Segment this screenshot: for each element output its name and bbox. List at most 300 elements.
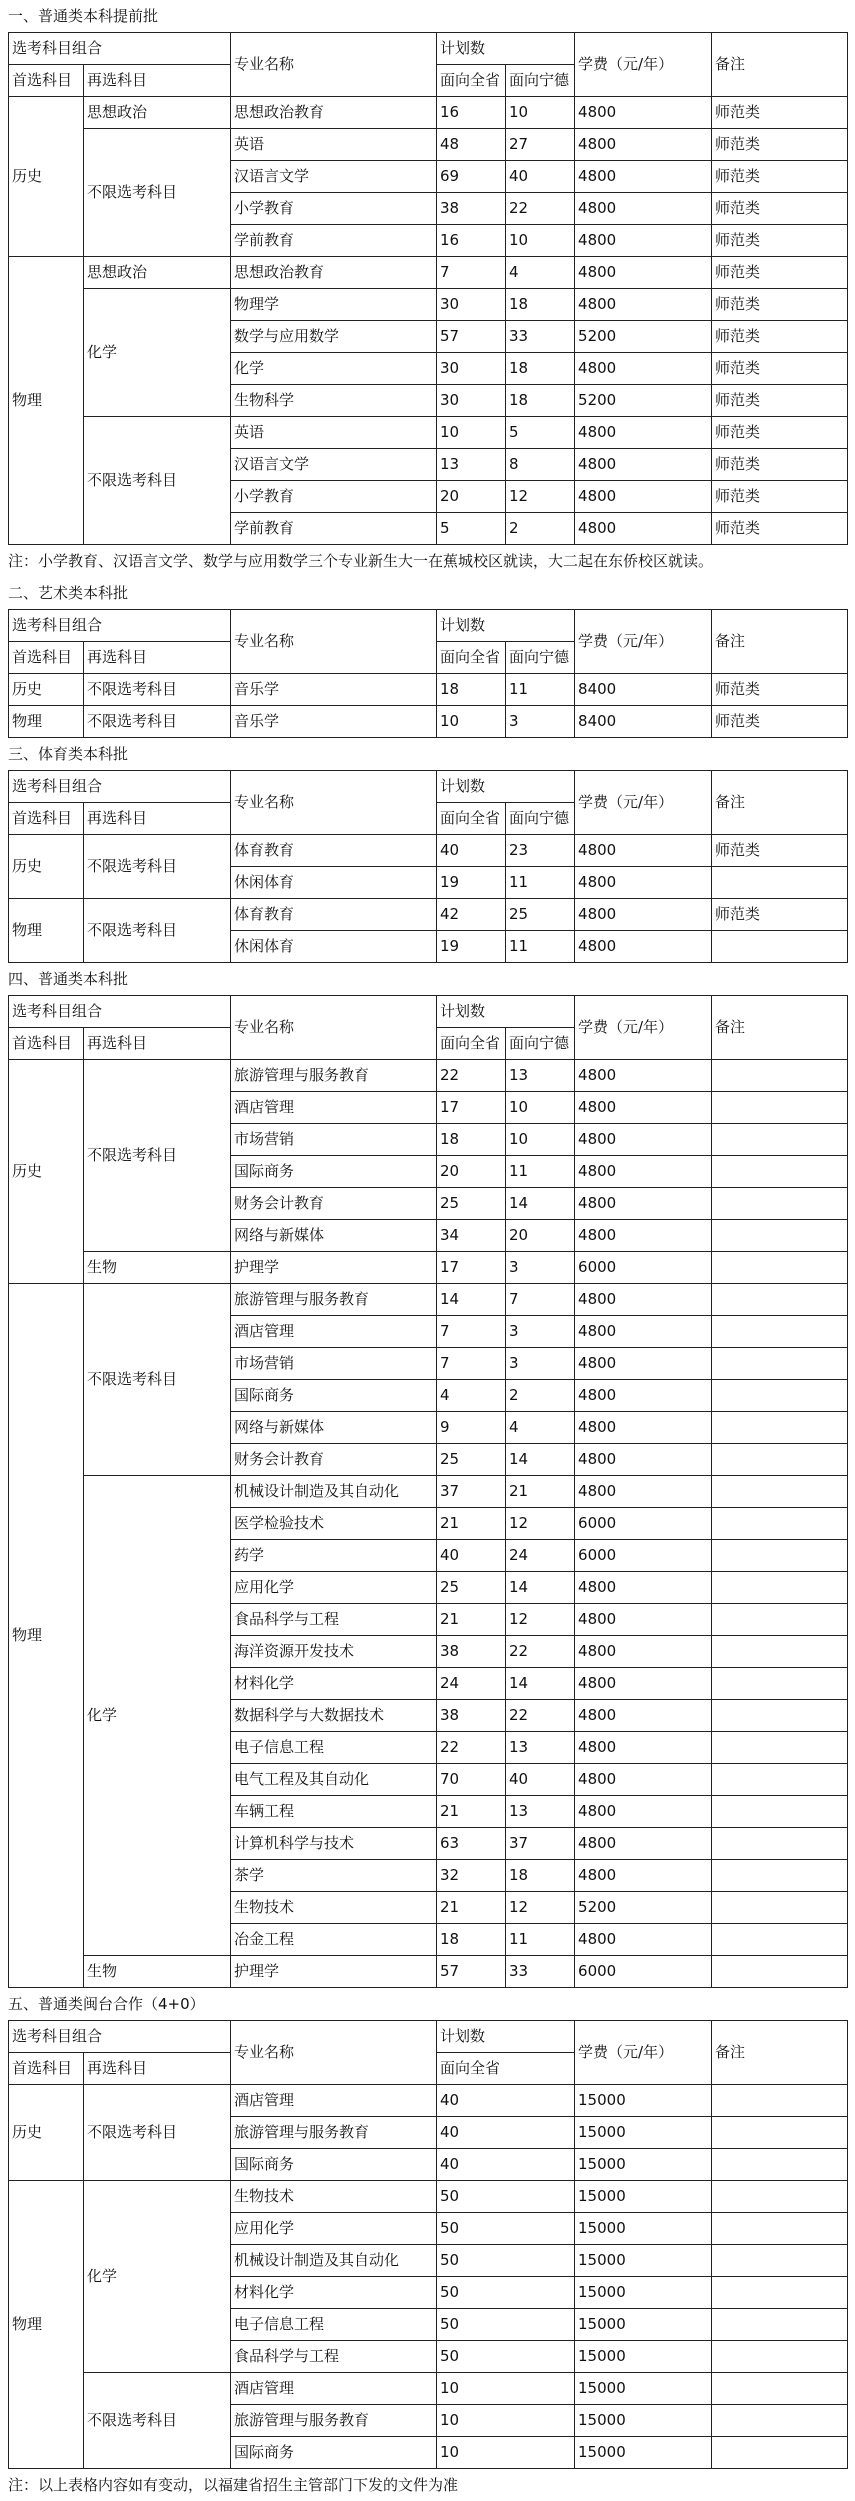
- remark: 师范类: [712, 161, 848, 193]
- plan-province: 7: [437, 1316, 506, 1348]
- header-second: 再选科目: [84, 642, 231, 674]
- tuition: 4800: [575, 1796, 712, 1828]
- remark: [712, 1604, 848, 1636]
- tuition: 15000: [575, 2277, 712, 2309]
- second-subject: 化学: [84, 2181, 231, 2373]
- header-major: 专业名称: [231, 996, 437, 1060]
- header-plan: 计划数: [437, 996, 575, 1028]
- remark: 师范类: [712, 417, 848, 449]
- tuition: 15000: [575, 2309, 712, 2341]
- remark: [712, 1316, 848, 1348]
- second-subject: 生物: [84, 1252, 231, 1284]
- tuition: 4800: [575, 899, 712, 931]
- plan-province: 42: [437, 899, 506, 931]
- plan-ningde: 10: [506, 225, 575, 257]
- tuition: 4800: [575, 1764, 712, 1796]
- plan-province: 21: [437, 1604, 506, 1636]
- header-fee: 学费（元/年）: [575, 2021, 712, 2085]
- header-ningde: 面向宁德: [506, 642, 575, 674]
- tuition: 15000: [575, 2181, 712, 2213]
- tuition: 4800: [575, 1316, 712, 1348]
- header-ningde: 面向宁德: [506, 1028, 575, 1060]
- tuition: 15000: [575, 2373, 712, 2405]
- remark: [712, 1348, 848, 1380]
- first-subject: 物理: [9, 1284, 84, 1988]
- plan-province: 18: [437, 1924, 506, 1956]
- major-name: 数据科学与大数据技术: [231, 1700, 437, 1732]
- major-name: 生物技术: [231, 2181, 437, 2213]
- major-name: 国际商务: [231, 2437, 437, 2469]
- major-name: 国际商务: [231, 2149, 437, 2181]
- major-name: 体育教育: [231, 835, 437, 867]
- tuition: 6000: [575, 1508, 712, 1540]
- table-row: [9, 1284, 848, 1316]
- tuition: 5200: [575, 385, 712, 417]
- plan-ningde: 22: [506, 193, 575, 225]
- header-ningde: 面向宁德: [506, 803, 575, 835]
- tuition: 15000: [575, 2085, 712, 2117]
- header-major: 专业名称: [231, 33, 437, 97]
- tuition: 4800: [575, 1636, 712, 1668]
- major-name: 数学与应用数学: [231, 321, 437, 353]
- major-name: 财务会计教育: [231, 1188, 437, 1220]
- tuition: 4800: [575, 1444, 712, 1476]
- remark: [712, 1828, 848, 1860]
- admission-plan-table: [8, 609, 848, 738]
- remark: [712, 1540, 848, 1572]
- header-remark: 备注: [712, 610, 848, 674]
- second-subject: 不限选考科目: [84, 1284, 231, 1476]
- remark: 师范类: [712, 481, 848, 513]
- major-name: 旅游管理与服务教育: [231, 2405, 437, 2437]
- tuition: 4800: [575, 1860, 712, 1892]
- header-plan: 计划数: [437, 610, 575, 642]
- plan-province: 10: [437, 706, 506, 738]
- second-subject: 化学: [84, 1476, 231, 1956]
- plan-province: 25: [437, 1572, 506, 1604]
- plan-ningde: 18: [506, 385, 575, 417]
- header-province: 面向全省: [437, 803, 506, 835]
- second-subject: 不限选考科目: [84, 129, 231, 257]
- plan-province: 16: [437, 225, 506, 257]
- remark: [712, 2213, 848, 2245]
- tuition: 4800: [575, 1476, 712, 1508]
- header-first: 首选科目: [9, 1028, 84, 1060]
- major-name: 汉语言文学: [231, 449, 437, 481]
- header-combo: 选考科目组合: [9, 33, 231, 65]
- remark: [712, 2149, 848, 2181]
- major-name: 酒店管理: [231, 1092, 437, 1124]
- remark: [712, 1412, 848, 1444]
- table-row: [9, 289, 848, 321]
- plan-ningde: 13: [506, 1060, 575, 1092]
- tuition: 15000: [575, 2117, 712, 2149]
- tuition: 15000: [575, 2437, 712, 2469]
- plan-province: 19: [437, 931, 506, 963]
- header-ningde: 面向宁德: [506, 65, 575, 97]
- major-name: 茶学: [231, 1860, 437, 1892]
- remark: [712, 1924, 848, 1956]
- remark: [712, 2437, 848, 2469]
- header-second: 再选科目: [84, 65, 231, 97]
- plan-ningde: 4: [506, 257, 575, 289]
- table-row: [9, 674, 848, 706]
- tuition: 4800: [575, 1732, 712, 1764]
- admission-plan-table: [8, 32, 848, 545]
- plan-province: 38: [437, 1636, 506, 1668]
- plan-province: 38: [437, 1700, 506, 1732]
- first-subject: 历史: [9, 97, 84, 257]
- plan-province: 50: [437, 2309, 575, 2341]
- tuition: 4800: [575, 225, 712, 257]
- header-fee: 学费（元/年）: [575, 996, 712, 1060]
- second-subject: 思想政治: [84, 257, 231, 289]
- plan-province: 40: [437, 2149, 575, 2181]
- tuition: 4800: [575, 1572, 712, 1604]
- remark: [712, 1124, 848, 1156]
- table-1: [8, 32, 847, 545]
- major-name: 小学教育: [231, 193, 437, 225]
- tuition: 6000: [575, 1252, 712, 1284]
- major-name: 酒店管理: [231, 2085, 437, 2117]
- header-remark: 备注: [712, 33, 848, 97]
- first-subject: 历史: [9, 674, 84, 706]
- second-subject: 化学: [84, 289, 231, 417]
- remark: 师范类: [712, 385, 848, 417]
- table-5: [8, 2020, 847, 2469]
- plan-province: 7: [437, 257, 506, 289]
- admission-plan-table: [8, 2020, 848, 2469]
- plan-ningde: 13: [506, 1732, 575, 1764]
- plan-province: 30: [437, 289, 506, 321]
- plan-ningde: 33: [506, 1956, 575, 1988]
- header-row: [9, 771, 848, 803]
- header-combo: 选考科目组合: [9, 2021, 231, 2053]
- remark: [712, 2309, 848, 2341]
- remark: 师范类: [712, 97, 848, 129]
- remark: [712, 1636, 848, 1668]
- second-subject: 不限选考科目: [84, 899, 231, 963]
- tuition: 5200: [575, 321, 712, 353]
- remark: [712, 1732, 848, 1764]
- tuition: 15000: [575, 2405, 712, 2437]
- plan-province: 19: [437, 867, 506, 899]
- plan-province: 48: [437, 129, 506, 161]
- remark: 师范类: [712, 449, 848, 481]
- major-name: 计算机科学与技术: [231, 1828, 437, 1860]
- plan-ningde: 18: [506, 289, 575, 321]
- header-first: 首选科目: [9, 642, 84, 674]
- tuition: 4800: [575, 835, 712, 867]
- second-subject: 不限选考科目: [84, 706, 231, 738]
- table-row: [9, 417, 848, 449]
- tuition: 4800: [575, 1188, 712, 1220]
- plan-ningde: 21: [506, 1476, 575, 1508]
- remark: 师范类: [712, 674, 848, 706]
- plan-ningde: 5: [506, 417, 575, 449]
- tuition: 4800: [575, 161, 712, 193]
- plan-ningde: 24: [506, 1540, 575, 1572]
- major-name: 旅游管理与服务教育: [231, 1060, 437, 1092]
- header-row: [9, 610, 848, 642]
- remark: [712, 1956, 848, 1988]
- header-row: [9, 2021, 848, 2053]
- table-row: [9, 899, 848, 931]
- major-name: 网络与新媒体: [231, 1220, 437, 1252]
- tuition: 4800: [575, 353, 712, 385]
- header-remark: 备注: [712, 2021, 848, 2085]
- plan-ningde: 22: [506, 1700, 575, 1732]
- tuition: 4800: [575, 1156, 712, 1188]
- header-province: 面向全省: [437, 642, 506, 674]
- plan-ningde: 2: [506, 1380, 575, 1412]
- tuition: 4800: [575, 931, 712, 963]
- plan-ningde: 3: [506, 706, 575, 738]
- remark: [712, 1700, 848, 1732]
- plan-ningde: 25: [506, 899, 575, 931]
- header-major: 专业名称: [231, 610, 437, 674]
- major-name: 电子信息工程: [231, 2309, 437, 2341]
- plan-ningde: 11: [506, 1924, 575, 1956]
- table-2: [8, 609, 847, 738]
- plan-ningde: 40: [506, 1764, 575, 1796]
- remark: 师范类: [712, 289, 848, 321]
- remark: [712, 2245, 848, 2277]
- note-1: 注：小学教育、汉语言文学、数学与应用数学三个专业新生大一在蕉城校区就读，大二起在东侨校区就读。: [8, 552, 714, 570]
- plan-province: 32: [437, 1860, 506, 1892]
- plan-ningde: 12: [506, 1604, 575, 1636]
- tuition: 5200: [575, 1892, 712, 1924]
- plan-province: 10: [437, 2405, 575, 2437]
- plan-province: 17: [437, 1252, 506, 1284]
- plan-province: 7: [437, 1348, 506, 1380]
- remark: [712, 2277, 848, 2309]
- header-row: [9, 996, 848, 1028]
- major-name: 网络与新媒体: [231, 1412, 437, 1444]
- plan-province: 25: [437, 1444, 506, 1476]
- header-fee: 学费（元/年）: [575, 610, 712, 674]
- header-row: [9, 33, 848, 65]
- plan-province: 40: [437, 1540, 506, 1572]
- plan-province: 40: [437, 835, 506, 867]
- plan-province: 20: [437, 1156, 506, 1188]
- major-name: 国际商务: [231, 1380, 437, 1412]
- header-first: 首选科目: [9, 2053, 84, 2085]
- header-second: 再选科目: [84, 2053, 231, 2085]
- tuition: 4800: [575, 289, 712, 321]
- remark: [712, 1092, 848, 1124]
- plan-province: 18: [437, 1124, 506, 1156]
- plan-province: 18: [437, 674, 506, 706]
- major-name: 药学: [231, 1540, 437, 1572]
- table-row: [9, 1476, 848, 1508]
- major-name: 休闲体育: [231, 931, 437, 963]
- major-name: 电气工程及其自动化: [231, 1764, 437, 1796]
- remark: 师范类: [712, 513, 848, 545]
- plan-province: 57: [437, 321, 506, 353]
- remark: [712, 1796, 848, 1828]
- remark: 师范类: [712, 321, 848, 353]
- plan-ningde: 37: [506, 1828, 575, 1860]
- major-name: 海洋资源开发技术: [231, 1636, 437, 1668]
- header-fee: 学费（元/年）: [575, 33, 712, 97]
- header-first: 首选科目: [9, 65, 84, 97]
- tuition: 15000: [575, 2245, 712, 2277]
- plan-province: 22: [437, 1732, 506, 1764]
- remark: [712, 1668, 848, 1700]
- table-row: [9, 1252, 848, 1284]
- first-subject: 历史: [9, 835, 84, 899]
- remark: 师范类: [712, 706, 848, 738]
- plan-province: 24: [437, 1668, 506, 1700]
- plan-province: 10: [437, 2437, 575, 2469]
- tuition: 4800: [575, 1700, 712, 1732]
- document-page: [8, 0, 847, 2501]
- plan-province: 17: [437, 1092, 506, 1124]
- remark: [712, 867, 848, 899]
- major-name: 护理学: [231, 1252, 437, 1284]
- major-name: 应用化学: [231, 1572, 437, 1604]
- tuition: 4800: [575, 193, 712, 225]
- major-name: 旅游管理与服务教育: [231, 2117, 437, 2149]
- table-row: [9, 1956, 848, 1988]
- table-4: [8, 995, 847, 1988]
- major-name: 电子信息工程: [231, 1732, 437, 1764]
- tuition: 4800: [575, 1828, 712, 1860]
- first-subject: 历史: [9, 1060, 84, 1284]
- major-name: 机械设计制造及其自动化: [231, 1476, 437, 1508]
- plan-ningde: 33: [506, 321, 575, 353]
- remark: [712, 1860, 848, 1892]
- tuition: 4800: [575, 513, 712, 545]
- tuition: 4800: [575, 1060, 712, 1092]
- major-name: 护理学: [231, 1956, 437, 1988]
- table-row: [9, 2181, 848, 2213]
- plan-ningde: 20: [506, 1220, 575, 1252]
- major-name: 旅游管理与服务教育: [231, 1284, 437, 1316]
- major-name: 材料化学: [231, 1668, 437, 1700]
- major-name: 物理学: [231, 289, 437, 321]
- plan-ningde: 27: [506, 129, 575, 161]
- remark: 师范类: [712, 257, 848, 289]
- remark: 师范类: [712, 899, 848, 931]
- major-name: 音乐学: [231, 706, 437, 738]
- admission-plan-table: [8, 770, 848, 963]
- tuition: 4800: [575, 1604, 712, 1636]
- tuition: 6000: [575, 1956, 712, 1988]
- plan-ningde: 7: [506, 1284, 575, 1316]
- table-row: [9, 835, 848, 867]
- header-remark: 备注: [712, 771, 848, 835]
- tuition: 4800: [575, 1380, 712, 1412]
- major-name: 休闲体育: [231, 867, 437, 899]
- remark: [712, 931, 848, 963]
- plan-province: 13: [437, 449, 506, 481]
- header-province: 面向全省: [437, 1028, 506, 1060]
- plan-ningde: 14: [506, 1572, 575, 1604]
- plan-province: 50: [437, 2277, 575, 2309]
- plan-province: 14: [437, 1284, 506, 1316]
- plan-ningde: 14: [506, 1188, 575, 1220]
- admission-plan-table: [8, 995, 848, 1988]
- plan-ningde: 12: [506, 1892, 575, 1924]
- first-subject: 物理: [9, 257, 84, 545]
- section-title-4: 四、普通类本科批: [8, 970, 129, 988]
- major-name: 学前教育: [231, 513, 437, 545]
- remark: [712, 1444, 848, 1476]
- plan-province: 21: [437, 1796, 506, 1828]
- header-plan: 计划数: [437, 771, 575, 803]
- major-name: 冶金工程: [231, 1924, 437, 1956]
- header-province: 面向全省: [437, 65, 506, 97]
- plan-province: 21: [437, 1892, 506, 1924]
- plan-province: 30: [437, 353, 506, 385]
- major-name: 酒店管理: [231, 2373, 437, 2405]
- tuition: 4800: [575, 417, 712, 449]
- table-row: [9, 1060, 848, 1092]
- plan-ningde: 11: [506, 931, 575, 963]
- plan-ningde: 12: [506, 1508, 575, 1540]
- major-name: 英语: [231, 417, 437, 449]
- second-subject: 不限选考科目: [84, 417, 231, 545]
- section-title-1: 一、普通类本科提前批: [8, 7, 159, 25]
- table-3: [8, 770, 847, 963]
- header-remark: 备注: [712, 996, 848, 1060]
- second-subject: 不限选考科目: [84, 2373, 231, 2469]
- tuition: 4800: [575, 1412, 712, 1444]
- remark: [712, 2373, 848, 2405]
- plan-province: 40: [437, 2085, 575, 2117]
- remark: [712, 1156, 848, 1188]
- header-major: 专业名称: [231, 771, 437, 835]
- tuition: 4800: [575, 1668, 712, 1700]
- major-name: 体育教育: [231, 899, 437, 931]
- header-first: 首选科目: [9, 803, 84, 835]
- major-name: 小学教育: [231, 481, 437, 513]
- tuition: 8400: [575, 706, 712, 738]
- plan-province: 63: [437, 1828, 506, 1860]
- header-major: 专业名称: [231, 2021, 437, 2085]
- major-name: 机械设计制造及其自动化: [231, 2245, 437, 2277]
- plan-province: 10: [437, 2373, 575, 2405]
- first-subject: 物理: [9, 706, 84, 738]
- plan-province: 25: [437, 1188, 506, 1220]
- plan-province: 30: [437, 385, 506, 417]
- remark: [712, 2341, 848, 2373]
- remark: 师范类: [712, 835, 848, 867]
- tuition: 4800: [575, 867, 712, 899]
- plan-ningde: 12: [506, 481, 575, 513]
- second-subject: 生物: [84, 1956, 231, 1988]
- remark: 师范类: [712, 193, 848, 225]
- remark: 师范类: [712, 353, 848, 385]
- major-name: 思想政治教育: [231, 97, 437, 129]
- plan-ningde: 11: [506, 1156, 575, 1188]
- table-row: [9, 97, 848, 129]
- plan-province: 37: [437, 1476, 506, 1508]
- major-name: 酒店管理: [231, 1316, 437, 1348]
- plan-ningde: 10: [506, 1092, 575, 1124]
- major-name: 生物技术: [231, 1892, 437, 1924]
- major-name: 国际商务: [231, 1156, 437, 1188]
- major-name: 医学检验技术: [231, 1508, 437, 1540]
- plan-province: 20: [437, 481, 506, 513]
- remark: [712, 1060, 848, 1092]
- remark: [712, 1892, 848, 1924]
- major-name: 音乐学: [231, 674, 437, 706]
- plan-ningde: 18: [506, 353, 575, 385]
- section-title-3: 三、体育类本科批: [8, 745, 129, 763]
